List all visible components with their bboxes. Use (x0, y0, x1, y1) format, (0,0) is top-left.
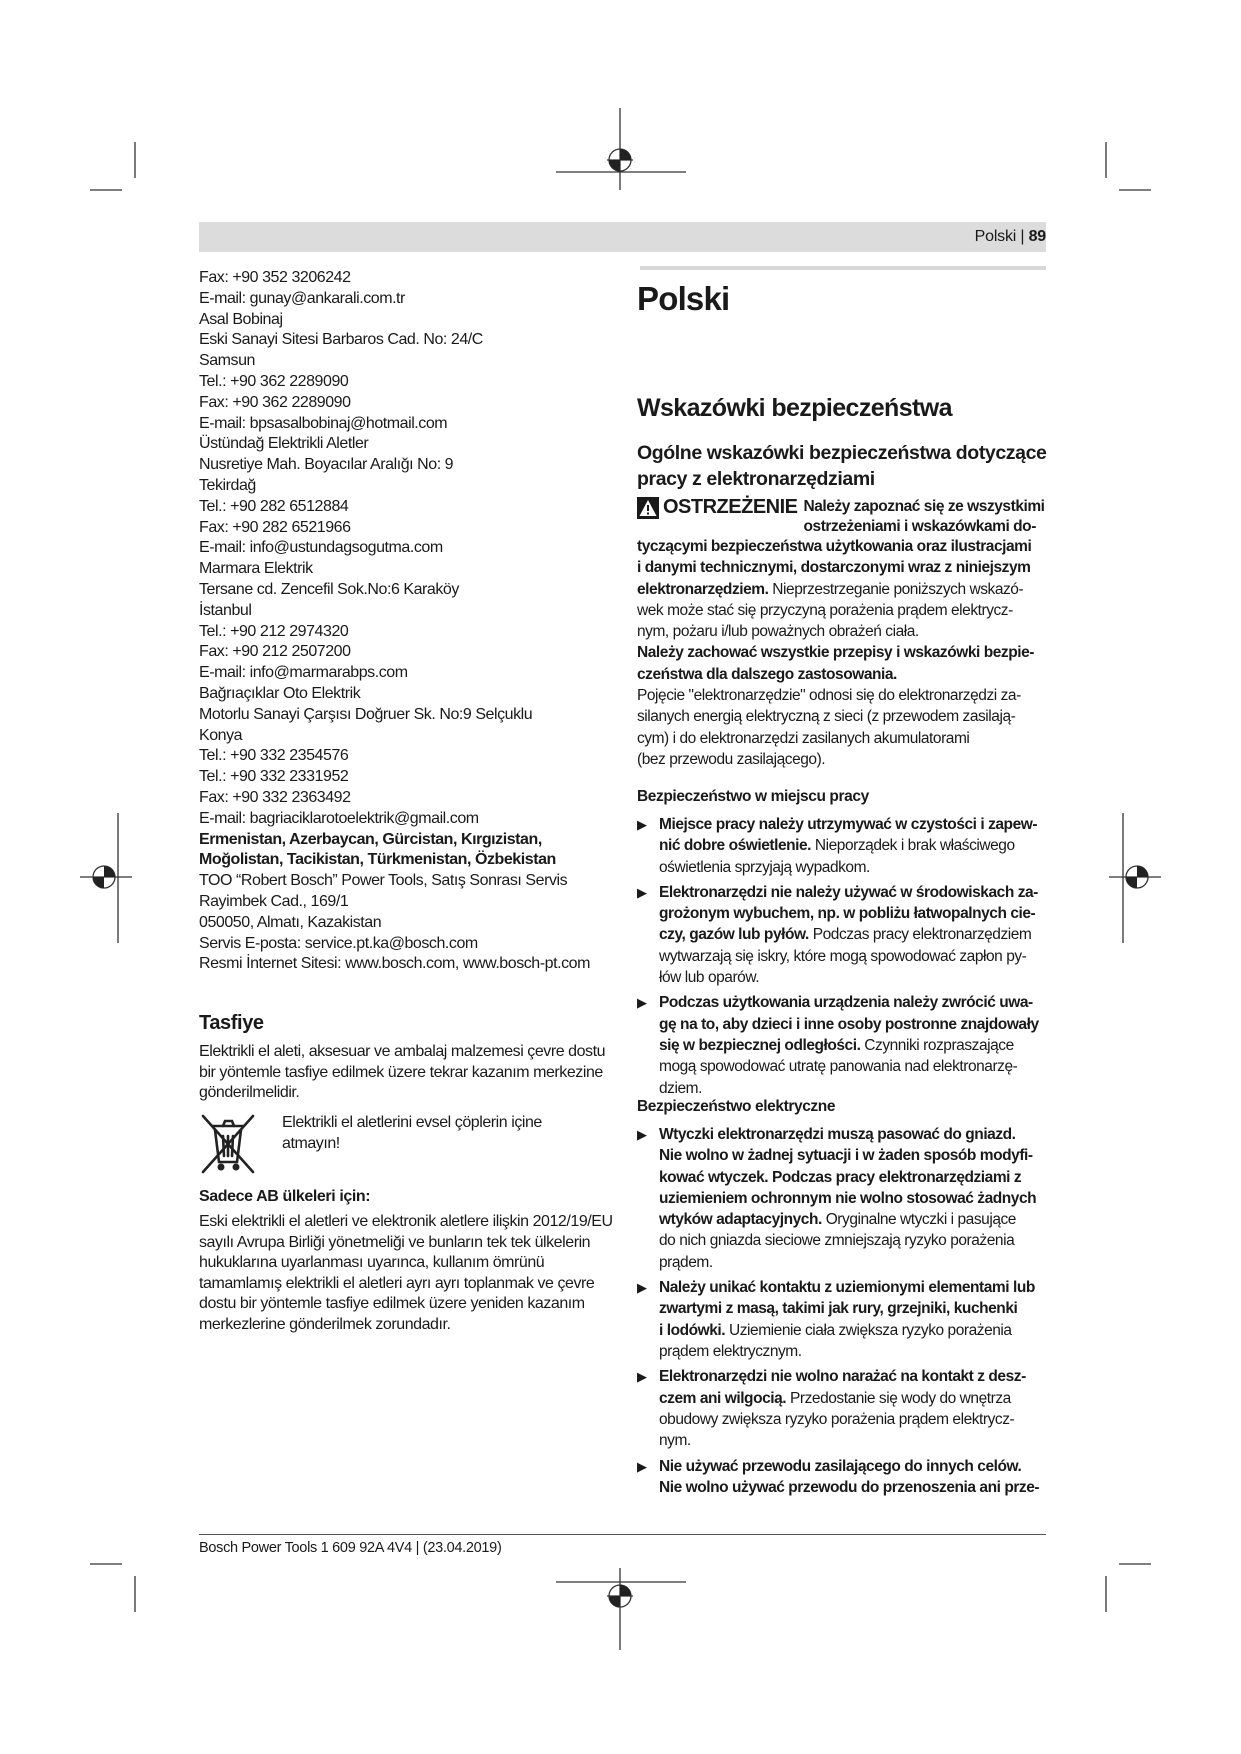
bullet-arrow-icon: ▶ (637, 995, 647, 1011)
item-text: nym. (659, 1432, 691, 1450)
safety-item (637, 1456, 1049, 1499)
item-text: do nich gniazda sieciowe zmniejszają ryzyko porażenia (659, 1232, 1015, 1250)
address-line: E-mail: bagriaciklarotoelektrik@gmail.com (199, 809, 479, 827)
address-line: Bağrıaçıklar Oto Elektrik (199, 684, 361, 702)
item-bold-text: gę na to, aby dzieci i inne osoby postronne znajdowały (659, 1015, 1039, 1033)
item-bold-text: Elektronarzędzi nie wolno narażać na kontakt z desz- (659, 1368, 1026, 1386)
item-bold-text: Nie wolno w żadnej sytuacji i w żaden sposób modyfi- (659, 1147, 1033, 1165)
item-text: Przedostanie się wody do wnętrza (786, 1389, 1011, 1407)
footer-imprint: Bosch Power Tools 1 609 92A 4V4 | (23.04.2019) (199, 1540, 502, 1556)
item-bold-text: Elektronarzędzi nie należy używać w środowiskach za- (659, 883, 1038, 901)
warning-normal-line: wek może stać się przyczyną porażenia prądem elektrycz- (637, 601, 1013, 619)
warning-bold-tail: elektronarzędziem. (637, 580, 769, 598)
page-number: 89 (1028, 228, 1046, 245)
item-bold-text: Nie wolno używać przewodu do przenoszenia ani prze- (659, 1478, 1040, 1496)
warning-bold-line: i danymi technicznymi, dostarczonymi wraz z niniejszym (637, 559, 1031, 577)
address-line: Motorlu Sanayi Çarşısı Doğruer Sk. No:9 Selçuklu (199, 705, 533, 723)
item-text: dziem. (659, 1079, 702, 1097)
address-line: Tel.: +90 332 2331952 (199, 768, 349, 786)
work-area-safety-heading: Bezpieczeństwo w miejscu pracy (637, 788, 869, 805)
address-line: Tekirdağ (199, 476, 256, 494)
address-line: Tel.: +90 282 6512884 (199, 497, 349, 515)
language-title: Polski (637, 280, 730, 317)
warning-bold-line: tyczącymi bezpieczeństwa użytkowania oraz ilustracjami (637, 538, 1032, 555)
address-line: Üstündağ Elektrikli Aletler (199, 435, 369, 453)
keep-instructions-line: czeństwa dla dalszego zastosowania. (637, 665, 897, 683)
item-text: obudowy zwiększa ryzyko porażenia prądem elektrycz- (659, 1410, 1015, 1428)
eu-only-heading: Sadece AB ülkeleri için: (199, 1188, 371, 1205)
item-text: łów lub oparów. (659, 969, 760, 987)
item-bold-text: Podczas użytkowania urządzenia należy zwrócić uwa- (659, 994, 1033, 1012)
general-safety-subheading: Ogólne wskazówki bezpieczeństwa dotyczące pracy z elektronarzędziami (637, 442, 1047, 490)
item-text: Nieporządek i brak właściwego (811, 837, 1015, 855)
item-bold-text: Nie używać przewodu zasilającego do innych celów. (659, 1457, 1022, 1475)
item-text: Podczas pracy elektronarzędziem (808, 926, 1032, 944)
address-line: TOO “Robert Bosch” Power Tools, Satış Sonrası Servis (199, 872, 568, 890)
item-text: wytwarzają się iskry, które mogą spowodować zapłon py- (659, 947, 1027, 965)
region-heading-line: Ermenistan, Azerbaycan, Gürcistan, Kırgızistan, (199, 830, 542, 848)
address-line: E-mail: info@marmarabps.com (199, 664, 408, 682)
bullet-arrow-icon: ▶ (637, 1127, 647, 1142)
item-bold-text: zwartymi z masą, takimi jak rury, grzejniki, kuchenki (659, 1300, 1018, 1318)
item-bold-text: grożonym wybuchem, np. w pobliżu łatwopalnych cie- (659, 905, 1036, 923)
weee-crossed-bin-icon (199, 1112, 257, 1176)
address-line: E-mail: bpsasalbobinaj@hotmail.com (199, 414, 448, 432)
item-bold-text: czy, gazów lub pyłów. (659, 926, 809, 944)
address-line: E-mail: info@ustundagsogutma.com (199, 539, 443, 557)
address-line: Resmi İnternet Sitesi: www.bosch.com, www.bosch-pt.com (199, 955, 590, 973)
definition-line: cym) i do elektronarzędzi zasilanych akumulatorami (637, 729, 970, 747)
item-bold-text: się w bezpiecznej odległości. (659, 1036, 861, 1054)
warning-triangle-icon (637, 497, 659, 519)
bullet-arrow-icon: ▶ (637, 1369, 647, 1385)
bullet-arrow-icon: ▶ (637, 817, 647, 832)
header-bar (199, 222, 1046, 252)
item-bold-text: Miejsce pracy należy utrzymywać w czystości i zapew- (659, 816, 1038, 833)
warning-label: OSTRZEŻENIE (663, 496, 798, 518)
section-rule (640, 266, 1046, 270)
address-line: Fax: +90 352 3206242 (199, 269, 351, 286)
tasfiye-heading: Tasfiye (199, 1012, 264, 1034)
address-line: Asal Bobinaj (199, 310, 283, 328)
warning-badge (637, 496, 798, 519)
header-label: Polski | 89 (974, 228, 1046, 245)
item-bold-text: Wtyczki elektronarzędzi muszą pasować do gniazd. (659, 1126, 1016, 1143)
weee-text: Elektrikli el aletlerini evsel çöplerin içine atmayın! (282, 1114, 542, 1152)
item-text: oświetlenia sprzyjają wypadkom. (659, 858, 870, 876)
item-bold-text: i lodówki. (659, 1321, 726, 1339)
warning-normal-tail: Nieprzestrzeganie poniższych wskazó- (768, 580, 1024, 598)
address-line: Konya (199, 726, 243, 744)
warning-block (637, 496, 1049, 770)
bullet-arrow-icon: ▶ (637, 884, 647, 900)
item-bold-text: wtyków adaptacyjnych. (659, 1211, 822, 1229)
address-line: 050050, Almatı, Kazakistan (199, 913, 382, 931)
address-line: E-mail: gunay@ankarali.com.tr (199, 289, 405, 307)
bullet-arrow-icon: ▶ (637, 1280, 647, 1296)
item-text: Uziemienie ciała zwiększa ryzyko porażenia (725, 1321, 1012, 1339)
address-line: Fax: +90 282 6521966 (199, 518, 351, 536)
item-text: prądem elektrycznym. (659, 1342, 802, 1360)
address-line: Fax: +90 362 2289090 (199, 393, 351, 411)
bullet-arrow-icon: ▶ (637, 1458, 647, 1474)
warning-normal-line: nym, pożaru i/lub poważnych obrażeń ciała. (637, 623, 919, 641)
safety-item (637, 1366, 1049, 1451)
safety-item (637, 1124, 1049, 1273)
warning-line-1: Należy zapoznać się ze wszystkimi (803, 498, 1045, 515)
safety-item (637, 882, 1049, 988)
definition-line: silanych energią elektryczną z sieci (z przewodem zasilają- (637, 708, 1016, 726)
safety-heading: Wskazówki bezpieczeństwa (637, 394, 952, 422)
safety-item (637, 992, 1049, 1098)
definition-line: (bez przewodu zasilającego). (637, 750, 826, 768)
address-line: Rayimbek Cad., 169/1 (199, 892, 349, 910)
header-section: Polski (974, 228, 1017, 245)
eu-only-text: Eski elektrikli el aletleri ve elektronik aletlere ilişkin 2012/19/EU sayılı Avrupa Birliği yönetmeliği ve bunların tek tek ülkelerin hukuklarına uyarlanması uyarınca, kullanım ömrünü tamamlamış elektrikli el aletleri ayrı ayrı toplanmak ve çevre dostu bir yöntemle tasfiye edilmek üzere yeniden kazanım merkezlerine gönderilmek zorundadır. (199, 1213, 613, 1333)
warning-line-2: ostrzeżeniami i wskazówkami do- (803, 518, 1036, 535)
definition-line: Pojęcie "elektronarzędzie" odnosi się do elektronarzędzi za- (637, 687, 1021, 705)
address-line: İstanbul (199, 601, 252, 619)
address-line: Tel.: +90 212 2974320 (199, 622, 349, 640)
region-heading-line: Moğolistan, Tacikistan, Türkmenistan, Özbekistan (199, 851, 556, 869)
item-bold-text: nić dobre oświetlenie. (659, 837, 812, 855)
address-line: Servis E-posta: service.pt.ka@bosch.com (199, 934, 478, 952)
address-line: Marmara Elektrik (199, 560, 313, 578)
item-text: prądem. (659, 1253, 713, 1271)
item-bold-text: Należy unikać kontaktu z uziemionymi elementami lub (659, 1279, 1035, 1297)
keep-instructions-line: Należy zachować wszystkie przepisy i wskazówki bezpie- (637, 644, 1034, 662)
address-line: Tel.: +90 332 2354576 (199, 747, 349, 765)
item-text: Czynniki rozpraszające (860, 1036, 1014, 1054)
address-line: Tersane cd. Zencefil Sok.No:6 Karaköy (199, 580, 459, 598)
address-line: Tel.: +90 362 2289090 (199, 372, 349, 390)
address-list (199, 268, 613, 975)
address-line: Samsun (199, 352, 255, 370)
item-text: mogą spowodować utratę panowania nad elektronarzę- (659, 1058, 1018, 1076)
address-line: Eski Sanayi Sitesi Barbaros Cad. No: 24/C (199, 331, 483, 349)
address-line: Nusretiye Mah. Boyacılar Aralığı No: 9 (199, 456, 454, 474)
item-bold-text: uziemieniem ochronnym nie wolno stosować żadnych (659, 1189, 1037, 1207)
tasfiye-text: Elektrikli el aleti, aksesuar ve ambalaj malzemesi çevre dostu bir yöntemle tasfiye edilmek üzere tekrar kazanım merkezine gönderilmelidir. (199, 1043, 606, 1101)
safety-item (637, 814, 1049, 878)
item-text: Oryginalne wtyczki i pasujące (821, 1211, 1016, 1229)
address-line: Fax: +90 332 2363492 (199, 788, 351, 806)
electrical-safety-heading: Bezpieczeństwo elektryczne (637, 1098, 836, 1115)
safety-item (637, 1277, 1049, 1362)
item-bold-text: czem ani wilgocią. (659, 1389, 787, 1407)
address-line: Fax: +90 212 2507200 (199, 643, 351, 661)
item-bold-text: kować wtyczek. Podczas pracy elektronarzędziami z (659, 1168, 1022, 1186)
footer-rule (199, 1534, 1046, 1535)
